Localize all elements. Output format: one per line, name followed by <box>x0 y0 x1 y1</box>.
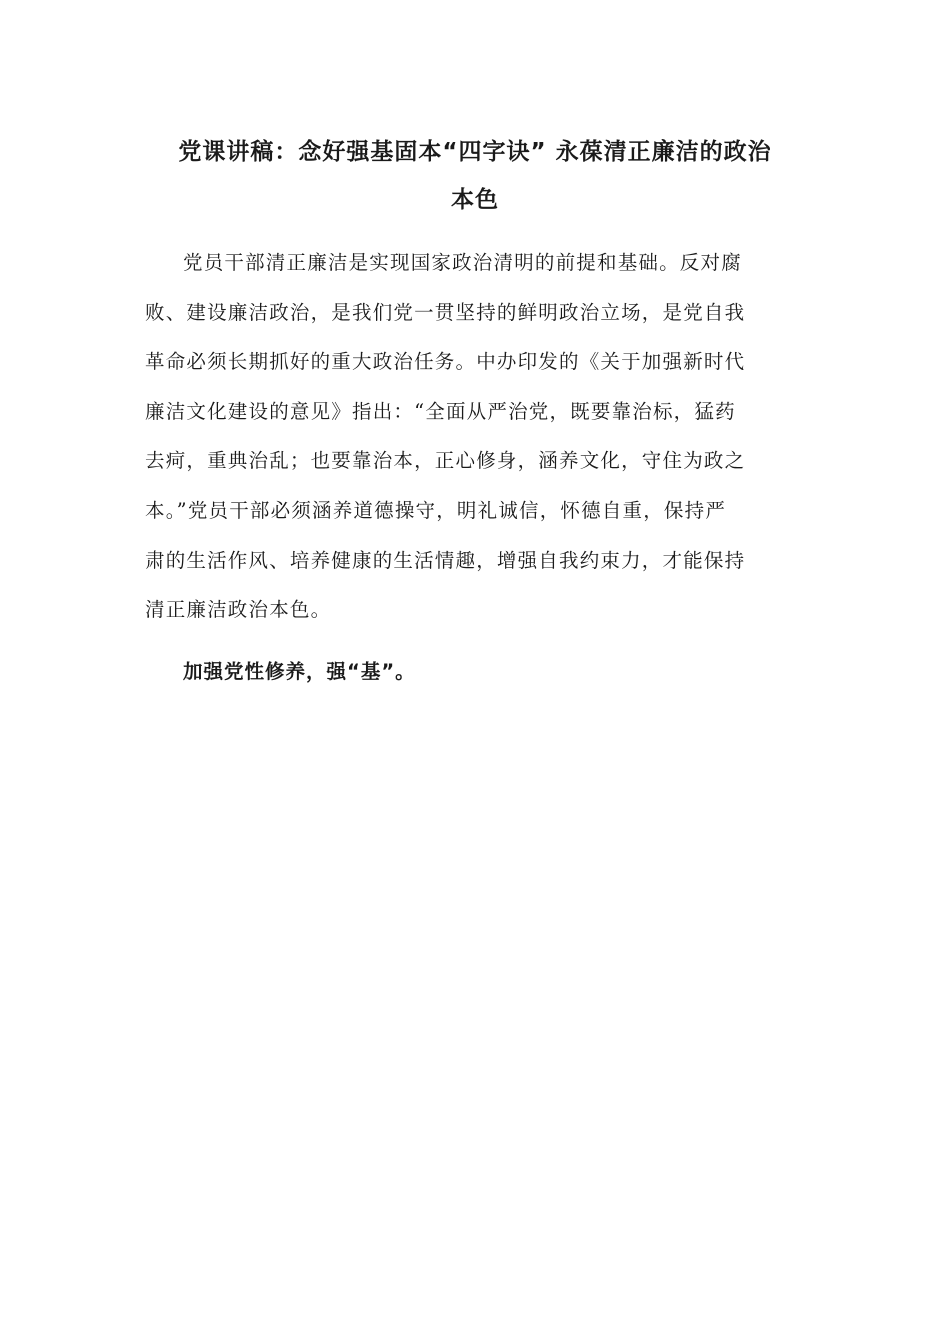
document-title <box>145 128 805 224</box>
paragraph-line-6: 本。”党员干部必须涵养道德操守，明礼诚信，怀德自重，保持严 <box>145 498 727 522</box>
paragraph-line-3: 革命必须长期抓好的重大政治任务。中办印发的《关于加强新时代 <box>145 350 746 374</box>
title-line-2: 本色 <box>451 187 499 213</box>
paragraph-line-1: 党员干部清正廉洁是实现国家政治清明的前提和基础。反对腐 <box>183 251 742 274</box>
paragraph-line-8: 清正廉洁政治本色。 <box>145 598 332 622</box>
body-paragraph <box>145 238 795 635</box>
paragraph-line-2: 败、建设廉洁政治，是我们党一贯坚持的鲜明政治立场，是党自我 <box>145 300 746 324</box>
paragraph-line-7: 肃的生活作风、培养健康的生活情趣，增强自我约束力，才能保持 <box>145 548 746 572</box>
paragraph-line-5: 去疴，重典治乱；也要靠治本，正心修身，涵养文化，守住为政之 <box>145 449 746 473</box>
title-line-1: 党课讲稿：念好强基固本“四字诀” 永葆清正廉洁的政治 <box>178 139 772 165</box>
paragraph-line-4: 廉洁文化建设的意见》指出：“全面从严治党，既要靠治标，猛药 <box>145 399 736 423</box>
section-subheading: 加强党性修养，强“基”。 <box>183 660 416 683</box>
